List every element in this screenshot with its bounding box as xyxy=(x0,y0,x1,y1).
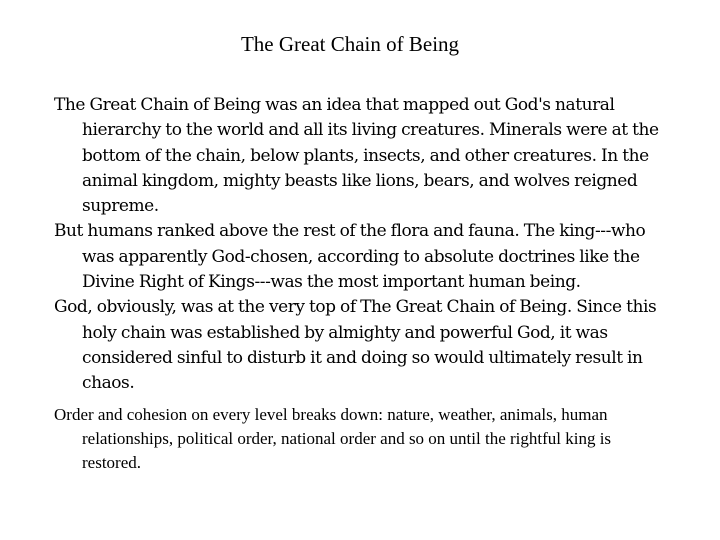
slide-body xyxy=(54,93,674,475)
paragraph-chain-overview: The Great Chain of Being was an idea that mapped out God's natural hierarchy to the world and all its living creatures. Minerals were at the bottom of the chain, below plants, insects, and other creatures. In the animal kingdom, mighty beasts like lions, bears, and wolves reigned supreme. xyxy=(54,95,659,217)
slide-title: The Great Chain of Being xyxy=(240,32,460,56)
paragraph-god-top: God, obviously, was at the very top of The Great Chain of Being. Since this holy chain was established by almighty and powerful God, it was considered sinful to disturb it and doing so would ultimately result in chaos. xyxy=(54,297,657,394)
paragraph-order-breakdown: Order and cohesion on every level breaks down: nature, weather, animals, human relationships, political order, national order and so on until the rightful king is restored. xyxy=(54,404,612,472)
paragraph-humans-king: But humans ranked above the rest of the flora and fauna. The king---who was apparently God-chosen, according to absolute doctrines like the Divine Right of Kings---was the most important human being. xyxy=(54,221,646,293)
